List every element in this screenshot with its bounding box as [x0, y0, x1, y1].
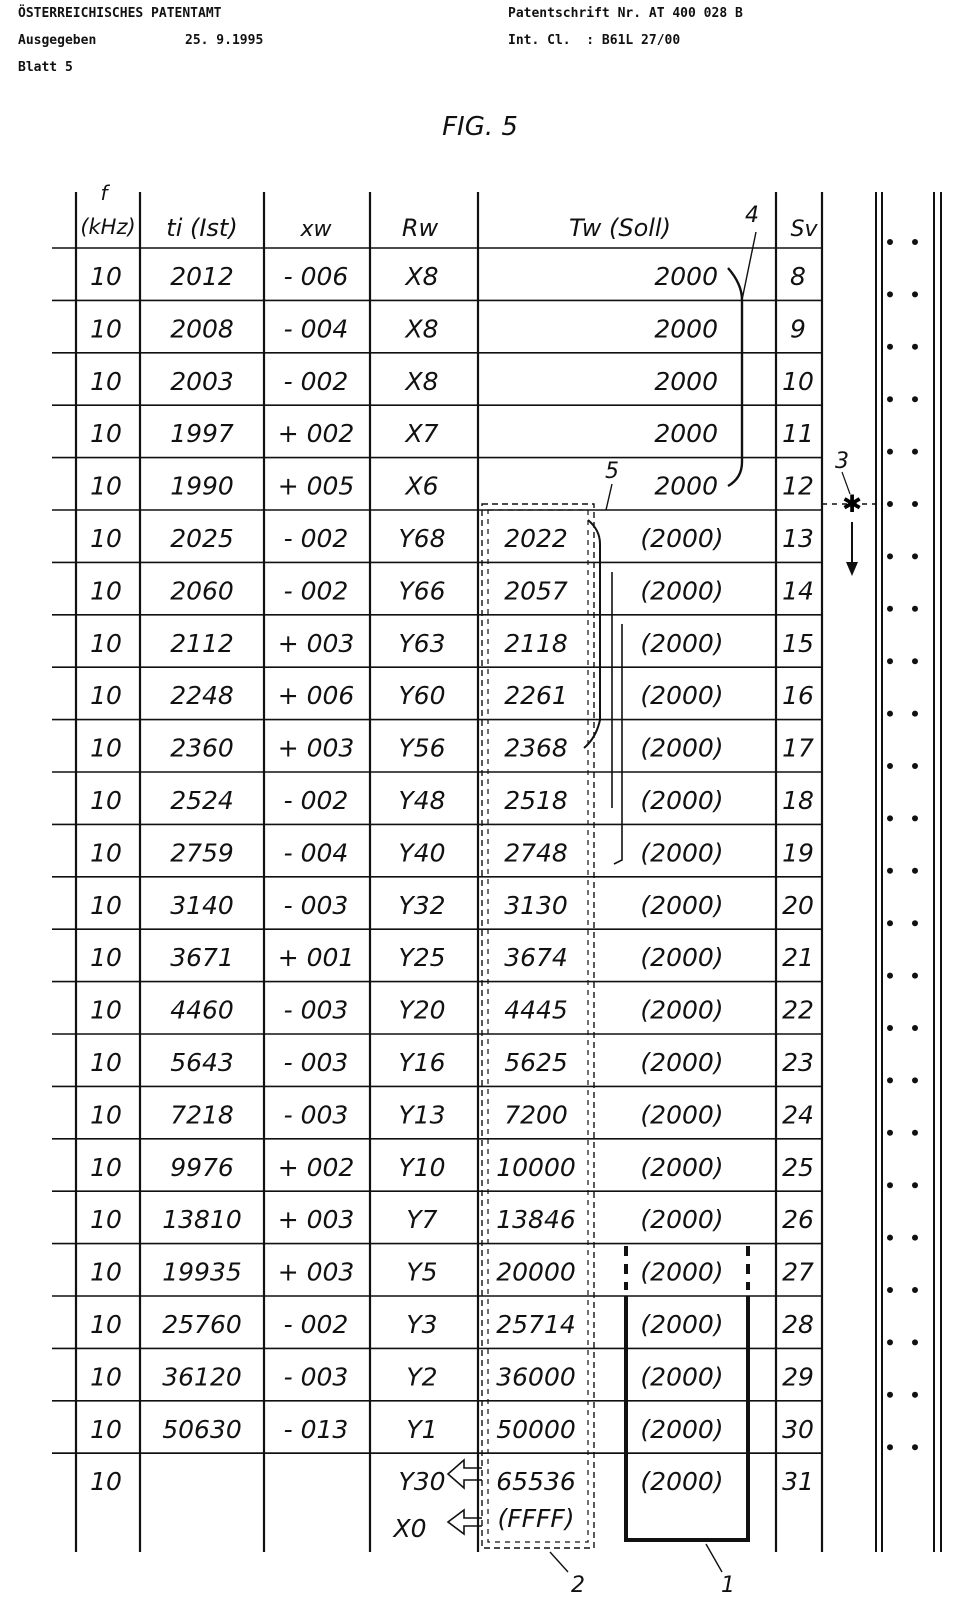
cell-tw-actual: 3674 — [504, 943, 568, 973]
cell-rw: Y7 — [406, 1205, 438, 1235]
cell-rw: Y66 — [398, 576, 446, 606]
cell-ti: 5643 — [170, 1048, 234, 1077]
track-dot — [887, 1130, 893, 1136]
cell-tw-soll: (2000) — [640, 838, 724, 868]
cell-ti: 1990 — [170, 471, 234, 501]
cell-ti: 2248 — [170, 681, 234, 711]
cell-xw: + 002 — [277, 419, 355, 449]
cell-ti: 19935 — [162, 1257, 242, 1287]
cell-xw: + 003 — [277, 733, 355, 763]
cell-tw-actual: 2057 — [504, 576, 568, 606]
cell-f: 10 — [90, 419, 122, 449]
cell-xw: + 001 — [277, 943, 355, 973]
cell-f: 10 — [90, 1048, 122, 1077]
cell-ti: 1997 — [170, 419, 234, 449]
cell-rw: Y1 — [406, 1414, 438, 1444]
track-dot — [912, 658, 918, 664]
cell-xw: + 003 — [277, 1257, 355, 1287]
track-dot — [887, 1287, 893, 1293]
cell-sv: 26 — [782, 1205, 814, 1235]
brace-5c — [614, 624, 622, 864]
cell-ti: 9976 — [170, 1152, 234, 1182]
cell-ti: 2025 — [170, 524, 234, 553]
cell-tw-soll: (2000) — [640, 890, 724, 920]
cell-xw: - 002 — [283, 786, 349, 815]
track-dot — [887, 396, 893, 402]
cell-rw: Y48 — [398, 786, 446, 815]
cell-rw: Y5 — [406, 1257, 438, 1287]
cell-sv: 28 — [782, 1310, 814, 1339]
cell-sv: 13 — [782, 524, 814, 553]
track-dot — [887, 501, 893, 507]
cell-xw: - 004 — [283, 314, 349, 344]
track-dot — [887, 711, 893, 717]
leader-5 — [606, 484, 612, 510]
cell-ti: 2360 — [170, 733, 234, 763]
cell-tw-soll: (2000) — [640, 681, 724, 711]
track-dot — [887, 658, 893, 664]
cell-ti: 50630 — [162, 1414, 242, 1444]
track-dot — [912, 1235, 918, 1241]
track-dot — [912, 1182, 918, 1188]
cell-sv: 22 — [782, 995, 814, 1025]
track-dot — [912, 344, 918, 350]
cell-tw-actual: 2748 — [504, 838, 568, 868]
cell-tw-soll: 2000 — [654, 419, 718, 449]
cell-tw-soll: (2000) — [640, 1048, 724, 1077]
col-header-ti: ti (Ist) — [166, 214, 238, 242]
cell-sv: 29 — [782, 1362, 814, 1392]
cell-f: 10 — [90, 628, 122, 658]
leader-2 — [550, 1552, 568, 1572]
track-dot — [887, 1392, 893, 1398]
cell-rw: X7 — [405, 419, 439, 449]
track-dot — [887, 1235, 893, 1241]
cell-tw-soll: (2000) — [640, 995, 724, 1025]
arrow-head-icon — [846, 562, 858, 576]
cell-tw-actual: 2368 — [504, 733, 568, 763]
cell-rw: X6 — [405, 471, 439, 501]
track-dot — [912, 1339, 918, 1345]
cell-ti: 4460 — [170, 995, 234, 1025]
cell-f: 10 — [90, 1414, 122, 1444]
col-header-tw: Tw (Soll) — [569, 214, 671, 242]
cell-tw-actual: 5625 — [504, 1048, 568, 1077]
cell-sv: 27 — [782, 1257, 814, 1287]
cell-xw: - 004 — [283, 838, 349, 868]
label-5: 5 — [605, 459, 619, 484]
label-1: 1 — [721, 1573, 735, 1598]
label-3: 3 — [835, 449, 849, 474]
cell-sv: 17 — [782, 733, 814, 763]
brace-5a — [584, 520, 600, 748]
cell-tw-soll: (2000) — [640, 628, 724, 658]
track-dot — [912, 1077, 918, 1083]
track-dot — [887, 239, 893, 245]
cell-ti: 3140 — [170, 890, 234, 920]
cell-f: 10 — [90, 1257, 122, 1287]
cell-xw: - 002 — [283, 524, 349, 553]
cell-xw: - 002 — [283, 1310, 349, 1339]
col-header-xw: xw — [300, 217, 332, 242]
track-dot — [887, 920, 893, 926]
cell-xw: + 003 — [277, 628, 355, 658]
patent-office: ÖSTERREICHISCHES PATENTAMT — [18, 6, 222, 21]
track-dot — [912, 1025, 918, 1031]
cell-ti: 2112 — [170, 628, 234, 658]
cell-f: 10 — [90, 1205, 122, 1235]
track-dot — [912, 449, 918, 455]
cell-tw-soll: (2000) — [640, 786, 724, 815]
col-header-sv: Sv — [790, 217, 818, 242]
cell-tw-actual: 3130 — [504, 890, 568, 920]
star-icon: ✱ — [841, 490, 863, 518]
cell-rw: X8 — [405, 366, 439, 396]
cell-tw-actual: 4445 — [504, 995, 568, 1025]
cell-ti: 2759 — [170, 838, 234, 868]
cell-tw-soll: 2000 — [654, 471, 718, 501]
cell-f: 10 — [90, 576, 122, 606]
cell-tw-soll: (2000) — [640, 576, 724, 606]
cell-tw-actual-2: (FFFF) — [497, 1504, 575, 1534]
track-dot — [912, 711, 918, 717]
cell-tw-soll: (2000) — [640, 1152, 724, 1182]
cell-sv: 12 — [782, 471, 814, 501]
track-dot — [887, 1444, 893, 1450]
cell-ti: 13810 — [162, 1205, 242, 1235]
cell-tw-actual: 65536 — [496, 1467, 576, 1497]
cell-sv: 25 — [782, 1152, 814, 1182]
leader-4 — [742, 232, 756, 300]
cell-sv: 20 — [782, 890, 814, 920]
track-dot — [887, 1339, 893, 1345]
cell-ti: 2003 — [170, 366, 234, 396]
track-dot — [887, 344, 893, 350]
cell-rw: Y16 — [398, 1048, 446, 1077]
cell-rw: Y20 — [398, 995, 446, 1025]
cell-f: 10 — [90, 1362, 122, 1392]
cell-tw-actual: 2261 — [504, 681, 568, 711]
cell-f: 10 — [90, 262, 122, 291]
track-dot — [887, 763, 893, 769]
cell-sv: 31 — [782, 1467, 814, 1497]
leader-1 — [706, 1544, 722, 1572]
cell-rw: Y25 — [398, 943, 446, 973]
cell-tw-soll: (2000) — [640, 1362, 724, 1392]
cell-xw: - 002 — [283, 576, 349, 606]
cell-xw: - 003 — [283, 1100, 349, 1130]
cell-ti: 2524 — [170, 786, 234, 815]
cell-rw: Y32 — [398, 890, 446, 920]
cell-rw: Y30 — [398, 1467, 446, 1497]
cell-tw-actual: 25714 — [496, 1310, 576, 1339]
cell-sv: 14 — [782, 576, 814, 606]
cell-ti: 2012 — [170, 262, 234, 291]
track-dot — [887, 553, 893, 559]
cell-f: 10 — [90, 366, 122, 396]
cell-tw-soll: 2000 — [654, 366, 718, 396]
cell-ti: 2008 — [170, 314, 234, 344]
track-dot — [887, 868, 893, 874]
figure-title: FIG. 5 — [442, 112, 518, 142]
cell-f: 10 — [90, 1467, 122, 1497]
cell-sv: 16 — [782, 681, 814, 711]
cell-xw: + 005 — [277, 471, 355, 501]
track-dot — [887, 606, 893, 612]
cell-xw: + 002 — [277, 1152, 355, 1182]
cell-f: 10 — [90, 890, 122, 920]
cell-xw: - 006 — [283, 262, 349, 291]
cell-tw-soll: (2000) — [640, 1467, 724, 1497]
cell-tw-actual: 7200 — [504, 1100, 568, 1130]
cell-rw: Y40 — [398, 838, 446, 868]
cell-rw: X8 — [405, 314, 439, 344]
track-dot — [887, 1182, 893, 1188]
cell-tw-soll: (2000) — [640, 1205, 724, 1235]
cell-tw-soll: 2000 — [654, 262, 718, 291]
sheet-number: Blatt 5 — [18, 60, 73, 75]
cell-sv: 24 — [782, 1100, 814, 1130]
cell-sv: 9 — [790, 314, 806, 344]
cell-tw-soll: (2000) — [640, 733, 724, 763]
issued-date: 25. 9.1995 — [185, 33, 264, 48]
track-dot — [912, 553, 918, 559]
cell-f: 10 — [90, 681, 122, 711]
cell-xw: - 003 — [283, 1362, 349, 1392]
cell-tw-soll: (2000) — [640, 943, 724, 973]
track-dot — [912, 973, 918, 979]
cell-rw: Y13 — [398, 1100, 446, 1130]
track-dot — [912, 920, 918, 926]
cell-sv: 8 — [790, 262, 806, 291]
cell-tw-actual: 2518 — [504, 786, 568, 815]
track-dot — [887, 815, 893, 821]
cell-tw-actual: 10000 — [496, 1152, 576, 1182]
track-dot — [912, 239, 918, 245]
cell-rw: Y10 — [398, 1152, 446, 1182]
cell-sv: 10 — [782, 366, 814, 396]
cell-rw: Y2 — [406, 1362, 438, 1392]
cell-sv: 15 — [782, 628, 814, 658]
cell-ti: 2060 — [170, 576, 234, 606]
track-dot — [912, 396, 918, 402]
cell-f: 10 — [90, 471, 122, 501]
cell-f: 10 — [90, 733, 122, 763]
col-header-rw: Rw — [401, 214, 439, 242]
track-dot — [887, 1025, 893, 1031]
int-class: Int. Cl. : B61L 27/00 — [508, 33, 681, 48]
cell-sv: 19 — [782, 838, 814, 868]
cell-ti: 3671 — [170, 943, 234, 973]
col-header-f-unit: (kHz) — [80, 215, 136, 239]
cell-tw-actual: 36000 — [496, 1362, 576, 1392]
cell-tw-actual: 2118 — [504, 628, 568, 658]
track-dot — [912, 1287, 918, 1293]
track-dot — [887, 449, 893, 455]
cell-rw: Y56 — [398, 733, 446, 763]
table-grid — [52, 192, 941, 1552]
cell-f: 10 — [90, 1152, 122, 1182]
cell-xw: - 003 — [283, 890, 349, 920]
cell-xw: - 013 — [283, 1414, 349, 1444]
cell-sv: 11 — [782, 419, 814, 449]
cell-tw-actual: 20000 — [496, 1257, 576, 1287]
cell-sv: 21 — [782, 943, 814, 973]
cell-f: 10 — [90, 786, 122, 815]
cell-xw: + 006 — [277, 681, 355, 711]
cell-xw: - 002 — [283, 366, 349, 396]
cell-f: 10 — [90, 943, 122, 973]
cell-ti: 7218 — [170, 1100, 234, 1130]
cell-tw-soll: (2000) — [640, 1100, 724, 1130]
cell-xw: - 003 — [283, 1048, 349, 1077]
cell-f: 10 — [90, 524, 122, 553]
track-dot — [912, 501, 918, 507]
cell-tw-soll: (2000) — [640, 1257, 724, 1287]
cell-rw: Y63 — [398, 628, 446, 658]
track-dot — [912, 1444, 918, 1450]
cell-tw-soll: (2000) — [640, 1310, 724, 1339]
track-dot — [912, 868, 918, 874]
track-dot — [887, 291, 893, 297]
cell-rw: Y68 — [398, 524, 446, 553]
cell-ti: 36120 — [162, 1362, 242, 1392]
cell-xw: + 003 — [277, 1205, 355, 1235]
cell-tw-actual: 2022 — [504, 524, 568, 553]
cell-rw: X8 — [405, 262, 439, 291]
cell-tw-actual: 13846 — [496, 1205, 576, 1235]
cell-xw: - 003 — [283, 995, 349, 1025]
track-dot — [887, 973, 893, 979]
cell-rw-2: X0 — [393, 1514, 427, 1544]
track-dot — [912, 291, 918, 297]
cell-tw-actual: 50000 — [496, 1414, 576, 1444]
patent-number: Patentschrift Nr. AT 400 028 B — [508, 6, 743, 21]
cell-sv: 18 — [782, 786, 814, 815]
cell-f: 10 — [90, 314, 122, 344]
cell-tw-soll: 2000 — [654, 314, 718, 344]
cell-f: 10 — [90, 1310, 122, 1339]
cell-f: 10 — [90, 838, 122, 868]
track-dot — [912, 1130, 918, 1136]
cell-f: 10 — [90, 1100, 122, 1130]
cell-sv: 23 — [782, 1048, 814, 1077]
track-dot — [887, 1077, 893, 1083]
cell-sv: 30 — [782, 1414, 814, 1444]
track-dot — [912, 606, 918, 612]
issued-label: Ausgegeben — [18, 33, 97, 48]
track-dot — [912, 815, 918, 821]
cell-rw: Y3 — [406, 1310, 438, 1339]
col-header-f: f — [100, 181, 108, 205]
cell-tw-soll: (2000) — [640, 1414, 724, 1444]
label-2: 2 — [571, 1573, 585, 1598]
cell-tw-soll: (2000) — [640, 524, 724, 553]
cell-rw: Y60 — [398, 681, 446, 711]
track-dot — [912, 1392, 918, 1398]
cell-f: 10 — [90, 995, 122, 1025]
cell-ti: 25760 — [162, 1310, 242, 1339]
track-dot — [912, 763, 918, 769]
table-cells — [80, 181, 818, 1543]
label-4: 4 — [745, 203, 759, 228]
